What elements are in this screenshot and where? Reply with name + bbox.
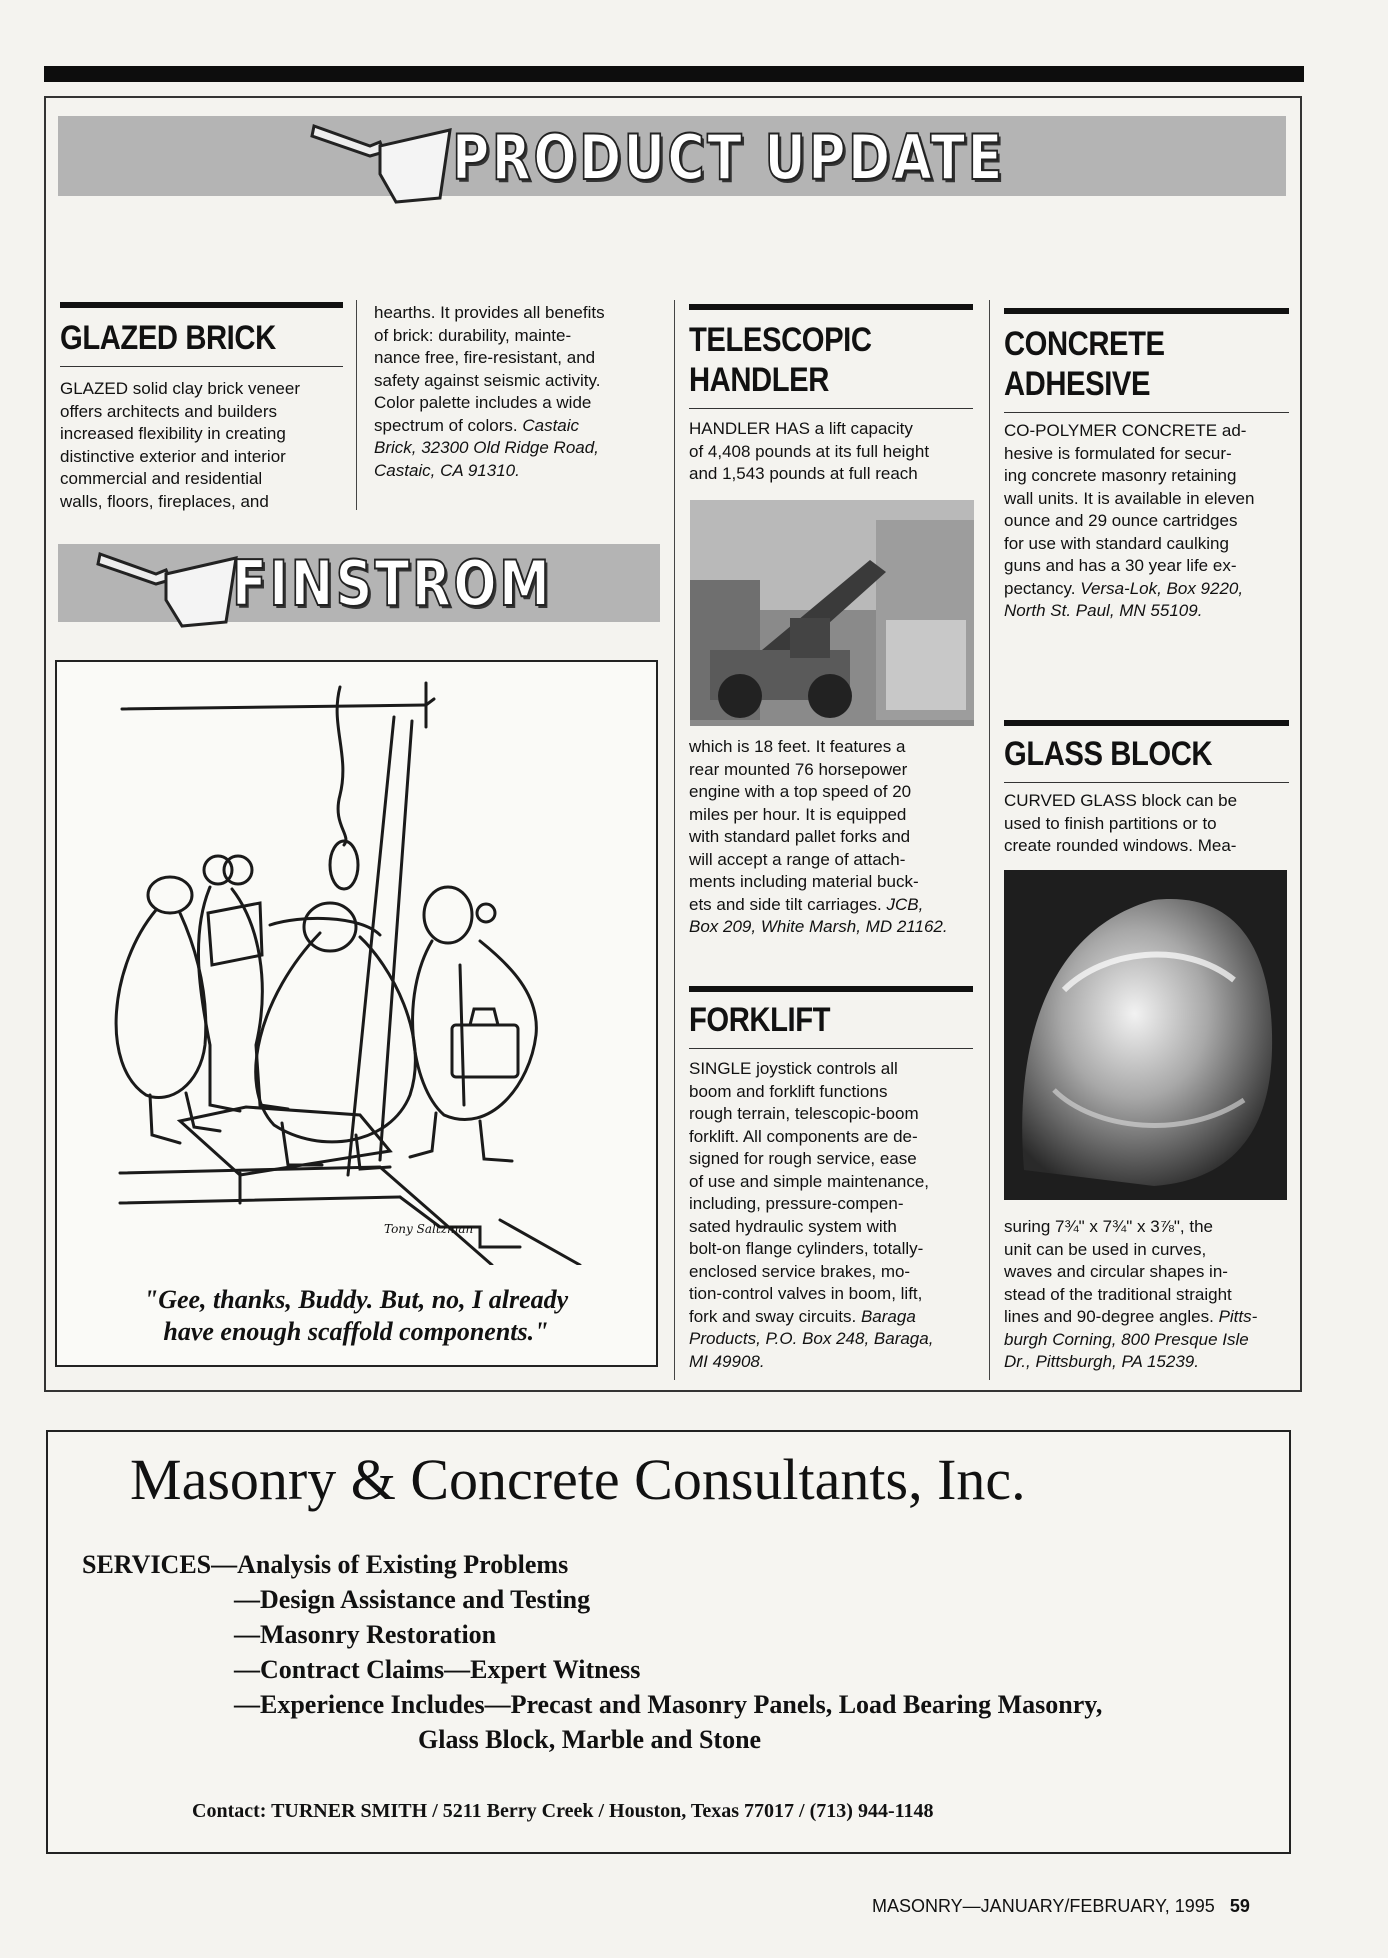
source-text: burgh Corning, 800 Presque Isle xyxy=(1004,1329,1249,1349)
text-line: will accept a range of attach- xyxy=(689,849,906,869)
text-line: of use and simple maintenance, xyxy=(689,1171,930,1191)
text-line: sated hydraulic system with xyxy=(689,1216,897,1236)
text-segment: pectancy. xyxy=(1004,578,1076,598)
text-line: boom and forklift functions xyxy=(689,1081,888,1101)
caption-line: "Gee, thanks, Buddy. But, no, I already xyxy=(143,1285,569,1314)
ad-services-label: SERVICES xyxy=(82,1550,212,1579)
text-line: walls, floors, fireplaces, and xyxy=(60,491,269,511)
text-line: offers architects and builders xyxy=(60,401,278,421)
ad-service-item: Glass Block, Marble and Stone xyxy=(418,1725,762,1754)
source-text: Dr., Pittsburgh, PA 15239. xyxy=(1004,1352,1199,1371)
text-line: signed for rough service, ease xyxy=(689,1149,917,1168)
text-line: miles per hour. It is equipped xyxy=(689,804,907,824)
text-line: engine with a top speed of 20 xyxy=(689,782,912,801)
forklift-subrule xyxy=(689,1048,973,1049)
column-divider xyxy=(674,300,675,1380)
source-text: Products, P.O. Box 248, Baraga, xyxy=(689,1329,934,1348)
telescopic-handler-photo xyxy=(690,500,974,726)
text-line: distinctive exterior and interior xyxy=(60,446,286,466)
telescopic-heading: TELESCOPIC HANDLER xyxy=(689,321,872,399)
caption-line: have enough scaffold components." xyxy=(163,1317,549,1346)
text-line: enclosed service brakes, mo- xyxy=(689,1261,911,1281)
glazed-brick-rule xyxy=(60,302,343,308)
product-update-title: PRODUCT UPDATE xyxy=(452,121,1005,194)
source-text: Versa-Lok, Box 9220, xyxy=(1080,578,1244,598)
concrete-adhesive-body xyxy=(1004,420,1289,623)
text-line xyxy=(689,1306,973,1329)
text-line: which is 18 feet. It features a xyxy=(689,737,906,756)
ad-service-item: —Masonry Restoration xyxy=(234,1620,497,1649)
forklift-heading: FORKLIFT xyxy=(689,1001,831,1039)
glazed-brick-heading: GLAZED BRICK xyxy=(60,319,276,357)
telescopic-subrule xyxy=(689,408,973,409)
source-text: Castaic, CA 91310. xyxy=(374,460,520,480)
top-rule xyxy=(44,66,1304,82)
ad-service-item: —Contract Claims—Expert Witness xyxy=(234,1655,641,1684)
cartoon-caption xyxy=(60,1284,652,1348)
telescopic-rule xyxy=(689,304,973,310)
text-line: unit can be used in curves, xyxy=(1004,1239,1207,1259)
text-segment: spectrum of colors. xyxy=(374,415,518,435)
concrete-adhesive-heading: CONCRETE ADHESIVE xyxy=(1004,325,1165,403)
telescopic-body xyxy=(689,418,973,486)
glass-block-photo xyxy=(1004,870,1287,1200)
telescopic-body-cont xyxy=(689,736,973,939)
ad-service-item: —Design Assistance and Testing xyxy=(234,1585,591,1614)
trowel-icon xyxy=(96,542,246,632)
text-line: wall units. It is available in eleven xyxy=(1004,488,1255,508)
text-line: stead of the traditional straight xyxy=(1004,1284,1232,1304)
text-segment: lines and 90-degree angles. xyxy=(1004,1307,1214,1326)
text-line: nance free, fire-resistant, and xyxy=(374,348,596,367)
source-text: MI 49908. xyxy=(689,1351,765,1371)
text-line: GLAZED solid clay brick veneer xyxy=(60,379,300,398)
text-line: with standard pallet forks and xyxy=(689,827,911,846)
text-line: HANDLER HAS a lift capacity xyxy=(689,419,913,438)
text-line: CO-POLYMER CONCRETE ad- xyxy=(1004,421,1247,440)
concrete-adhesive-subrule xyxy=(1004,412,1289,413)
forklift-rule xyxy=(689,986,973,992)
text-line: bolt-on flange cylinders, totally- xyxy=(689,1239,924,1258)
glazed-brick-body xyxy=(60,378,343,513)
page-number: 59 xyxy=(1229,1896,1250,1916)
finstrom-title: FINSTROM xyxy=(232,547,553,620)
text-line: guns and has a 30 year life ex- xyxy=(1004,556,1237,575)
text-line: hearths. It provides all benefits xyxy=(374,303,605,322)
source-text: Box 209, White Marsh, MD 21162. xyxy=(689,917,948,936)
text-line: rough terrain, telescopic-boom xyxy=(689,1104,919,1123)
concrete-adhesive-rule xyxy=(1004,308,1289,314)
text-line: ing concrete masonry retaining xyxy=(1004,466,1237,485)
glazed-brick-subrule xyxy=(60,366,343,367)
glass-block-body-cont xyxy=(1004,1216,1289,1374)
glass-block-subrule xyxy=(1004,782,1289,783)
text-line: of brick: durability, mainte- xyxy=(374,325,572,345)
trowel-icon xyxy=(310,112,460,208)
text-line: safety against seismic activity. xyxy=(374,370,601,390)
text-line: Color palette includes a wide xyxy=(374,393,592,412)
ad-service-item: —Analysis of Existing Problems xyxy=(211,1550,569,1579)
text-line: CURVED GLASS block can be xyxy=(1004,791,1238,810)
text-line xyxy=(374,415,658,438)
text-line: tion-control valves in boom, lift, xyxy=(689,1284,923,1303)
publication-name: MASONRY—JANUARY/FEBRUARY, 1995 xyxy=(872,1896,1215,1916)
text-line: ounce and 29 ounce cartridges xyxy=(1004,511,1238,530)
text-line: and 1,543 pounds at full reach xyxy=(689,464,918,483)
source-text: Pitts- xyxy=(1218,1307,1258,1326)
text-line: of 4,408 pounds at its full height xyxy=(689,441,930,461)
text-line: including, pressure-compen- xyxy=(689,1194,904,1213)
glazed-brick-body-cont xyxy=(374,302,658,482)
ad-title: Masonry & Concrete Consultants, Inc. xyxy=(130,1447,1026,1512)
text-line: rear mounted 76 horsepower xyxy=(689,759,908,779)
column-divider xyxy=(989,300,990,1380)
text-line xyxy=(1004,578,1289,601)
ad-service-item: —Experience Includes—Precast and Masonry Panels, Load Bearing Masonry, xyxy=(234,1690,1103,1719)
glass-block-heading: GLASS BLOCK xyxy=(1004,735,1213,773)
text-line: for use with standard caulking xyxy=(1004,533,1229,553)
glass-block-rule xyxy=(1004,720,1289,726)
text-line: create rounded windows. Mea- xyxy=(1004,836,1237,855)
text-line: waves and circular shapes in- xyxy=(1004,1262,1228,1281)
forklift-body xyxy=(689,1058,973,1373)
text-line xyxy=(689,894,973,917)
text-line: ments including material buck- xyxy=(689,872,919,891)
text-line xyxy=(1004,1306,1289,1329)
text-line: used to finish partitions or to xyxy=(1004,813,1217,833)
source-text: Castaic xyxy=(522,415,580,435)
cartoon-signature: Tony Saltzman xyxy=(384,1222,474,1236)
cartoon-drawing xyxy=(60,665,653,1265)
source-text: Baraga xyxy=(860,1306,916,1326)
source-text: Brick, 32300 Old Ridge Road, xyxy=(374,438,599,457)
source-text: North St. Paul, MN 55109. xyxy=(1004,601,1203,620)
text-line: hesive is formulated for secur- xyxy=(1004,443,1232,463)
text-line: increased flexibility in creating xyxy=(60,424,286,443)
source-text: JCB, xyxy=(886,894,924,914)
text-segment: ets and side tilt carriages. xyxy=(689,894,882,914)
ad-services-row xyxy=(82,1550,568,1580)
text-line: forklift. All components are de- xyxy=(689,1126,918,1146)
text-line: suring 7¾" x 7¾" x 3⅞", the xyxy=(1004,1217,1213,1236)
text-line: commercial and residential xyxy=(60,469,263,488)
text-segment: fork and sway circuits. xyxy=(689,1306,857,1326)
ad-contact: Contact: TURNER SMITH / 5211 Berry Creek / Houston, Texas 77017 / (713) 944-1148 xyxy=(192,1800,934,1822)
page-footer xyxy=(872,1896,1250,1917)
column-divider xyxy=(356,300,357,510)
text-line: SINGLE joystick controls all xyxy=(689,1059,898,1078)
glass-block-body xyxy=(1004,790,1289,858)
